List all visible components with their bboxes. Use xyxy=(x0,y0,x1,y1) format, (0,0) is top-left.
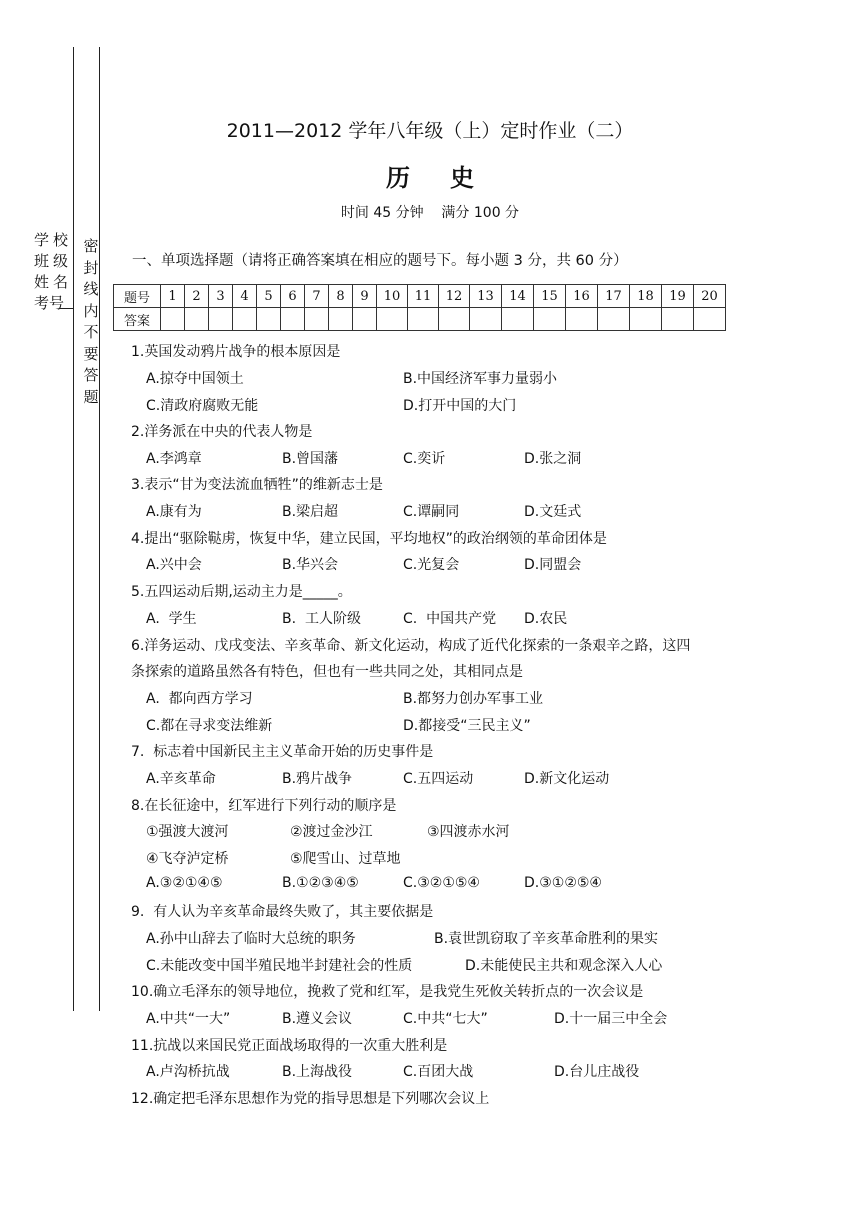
table-cell: 18 xyxy=(630,285,662,308)
table-cell: 11 xyxy=(408,285,439,308)
name-label: 姓名 xyxy=(34,273,73,291)
answer-cell[interactable] xyxy=(233,308,257,331)
question-9-option-c: C.未能改变中国半殖民地半封建社会的性质 xyxy=(146,958,413,974)
question-3-stem: 3.表示“甘为变法流血牺牲”的维新志士是 xyxy=(131,477,383,493)
answer-cell[interactable] xyxy=(353,308,377,331)
question-5-option-b: B. 工人阶级 xyxy=(282,611,361,627)
question-8-event-1: ①强渡大渡河 xyxy=(146,824,229,840)
question-10-option-c: C.中共“七大” xyxy=(403,1011,488,1027)
exam-number-label: 考号 xyxy=(34,294,65,312)
seal-char: 密 xyxy=(83,237,99,255)
answer-row-header: 答案 xyxy=(114,308,161,331)
table-cell: 1 xyxy=(161,285,185,308)
question-7-stem: 7. 标志着中国新民主主义革命开始的历史事件是 xyxy=(131,744,434,760)
question-9-option-d: D.未能使民主共和观念深入人心 xyxy=(465,958,663,974)
question-1-option-c: C.清政府腐败无能 xyxy=(146,398,259,414)
answer-cell[interactable] xyxy=(662,308,694,331)
time-info: 时间 45 分钟 满分 100 分 xyxy=(340,205,520,221)
question-1-option-a: A.掠夺中国领土 xyxy=(146,371,244,387)
seal-char: 题 xyxy=(83,387,99,406)
table-cell: 6 xyxy=(281,285,305,308)
question-4-option-b: B.华兴会 xyxy=(282,557,339,573)
table-cell: 3 xyxy=(209,285,233,308)
question-9-option-b: B.袁世凯窃取了辛亥革命胜利的果实 xyxy=(434,931,659,947)
question-3-option-b: B.梁启超 xyxy=(282,504,339,520)
table-cell: 17 xyxy=(598,285,630,308)
table-cell: 8 xyxy=(329,285,353,308)
question-5-option-d: D.农民 xyxy=(524,611,568,627)
seal-line-notice xyxy=(82,236,100,408)
question-7-option-c: C.五四运动 xyxy=(403,771,474,787)
table-row xyxy=(114,285,726,308)
table-cell: 7 xyxy=(305,285,329,308)
seal-char: 封 xyxy=(83,258,99,277)
question-6-option-a: A. 都向西方学习 xyxy=(146,691,253,707)
question-12-stem: 12.确定把毛泽东思想作为党的指导思想是下列哪次会议上 xyxy=(131,1091,490,1107)
answer-cell[interactable] xyxy=(630,308,662,331)
question-10-option-a: A.中共“一大” xyxy=(146,1011,231,1027)
question-4-stem: 4.提出“驱除鞑虏，恢复中华，建立民国，平均地权”的政治纲领的革命团体是 xyxy=(131,531,607,547)
question-4-option-c: C.光复会 xyxy=(403,557,460,573)
question-8-option-b: B.①②③④⑤ xyxy=(282,875,359,891)
answer-cell[interactable] xyxy=(534,308,566,331)
seal-char: 要 xyxy=(83,344,99,363)
question-11-stem: 11.抗战以来国民党正面战场取得的一次重大胜利是 xyxy=(131,1038,448,1054)
answer-cell[interactable] xyxy=(329,308,353,331)
subject-title: 历史 xyxy=(386,164,514,192)
seal-char: 答 xyxy=(83,366,99,384)
question-2-option-a: A.李鸿章 xyxy=(146,451,202,467)
question-11-option-b: B.上海战役 xyxy=(282,1064,353,1080)
table-cell: 10 xyxy=(377,285,408,308)
question-number-header: 题号 xyxy=(114,285,161,308)
question-11-option-d: D.台儿庄战役 xyxy=(554,1064,640,1080)
question-8-stem: 8.在长征途中，红军进行下列行动的顺序是 xyxy=(131,798,397,814)
question-9-stem: 9. 有人认为辛亥革命最终失败了，其主要依据是 xyxy=(131,904,434,920)
question-4-option-d: D.同盟会 xyxy=(524,557,582,573)
question-8-option-c: C.③②①⑤④ xyxy=(403,875,480,891)
question-1-option-b: B.中国经济军事力量弱小 xyxy=(403,371,558,387)
question-5-option-c: C. 中国共产党 xyxy=(403,611,497,627)
answer-cell[interactable] xyxy=(408,308,439,331)
answer-cell[interactable] xyxy=(439,308,470,331)
question-11-option-c: C.百团大战 xyxy=(403,1064,474,1080)
answer-cell[interactable] xyxy=(257,308,281,331)
answer-cell[interactable] xyxy=(305,308,329,331)
table-cell: 16 xyxy=(566,285,598,308)
question-9-option-a: A.孙中山辞去了临时大总统的职务 xyxy=(146,931,356,947)
class-label: 班级 xyxy=(34,252,73,270)
question-7-option-b: B.鸦片战争 xyxy=(282,771,353,787)
answer-cell[interactable] xyxy=(161,308,185,331)
table-cell: 14 xyxy=(502,285,534,308)
answer-cell[interactable] xyxy=(598,308,630,331)
table-row xyxy=(114,308,726,331)
table-cell: 20 xyxy=(694,285,726,308)
answer-cell[interactable] xyxy=(470,308,502,331)
answer-cell[interactable] xyxy=(281,308,305,331)
answer-cell[interactable] xyxy=(185,308,209,331)
table-cell: 13 xyxy=(470,285,502,308)
question-5-option-a: A. 学生 xyxy=(146,611,197,627)
question-2-option-b: B.曾国藩 xyxy=(282,451,339,467)
question-5-stem: 5.五四运动后期,运动主力是_____。 xyxy=(131,584,352,600)
question-3-option-d: D.文廷式 xyxy=(524,504,582,520)
answer-cell[interactable] xyxy=(209,308,233,331)
question-10-option-d: D.十一届三中全会 xyxy=(554,1011,668,1027)
question-8-event-4: ④飞夺泸定桥 xyxy=(146,851,229,867)
exam-title: 2011—2012 学年八年级（上）定时作业（二） xyxy=(226,120,634,142)
table-cell: 5 xyxy=(257,285,281,308)
question-8-option-d: D.③①②⑤④ xyxy=(524,875,602,891)
question-6-option-b: B.都努力创办军事工业 xyxy=(403,691,544,707)
answer-cell[interactable] xyxy=(694,308,726,331)
question-6-stem: 6.洋务运动、戊戌变法、辛亥革命、新文化运动，构成了近代化探索的一条艰辛之路，这四 xyxy=(131,638,691,654)
section-heading: 一、单项选择题（请将正确答案填在相应的题号下。每小题 3 分，共 60 分） xyxy=(132,253,628,269)
question-11-option-a: A.卢沟桥抗战 xyxy=(146,1064,230,1080)
question-1-option-d: D.打开中国的大门 xyxy=(403,398,517,414)
question-8-event-5: ⑤爬雪山、过草地 xyxy=(290,851,401,867)
question-4-option-a: A.兴中会 xyxy=(146,557,202,573)
question-8-event-2: ②渡过金沙江 xyxy=(290,824,373,840)
question-1-stem: 1.英国发动鸦片战争的根本原因是 xyxy=(131,344,341,360)
table-cell: 12 xyxy=(439,285,470,308)
seal-char: 线 xyxy=(83,280,99,298)
question-8-event-3: ③四渡赤水河 xyxy=(427,824,510,840)
school-label: 学校 xyxy=(34,231,73,249)
question-2-stem: 2.洋务派在中央的代表人物是 xyxy=(131,424,313,440)
table-cell: 2 xyxy=(185,285,209,308)
question-6-option-d: D.都接受“三民主义” xyxy=(403,718,531,734)
question-6-stem-continued: 条探索的道路虽然各有特色，但也有一些共同之处，其相同点是 xyxy=(131,664,523,680)
question-3-option-c: C.谭嗣同 xyxy=(403,504,460,520)
question-6-option-c: C.都在寻求变法维新 xyxy=(146,718,273,734)
question-10-option-b: B.遵义会议 xyxy=(282,1011,353,1027)
seal-char: 内 xyxy=(83,301,99,320)
answer-table xyxy=(113,284,726,331)
question-7-option-d: D.新文化运动 xyxy=(524,771,610,787)
answer-cell[interactable] xyxy=(377,308,408,331)
seal-char: 不 xyxy=(83,323,99,341)
table-cell: 9 xyxy=(353,285,377,308)
question-2-option-c: C.奕䜣 xyxy=(403,451,446,467)
table-cell: 4 xyxy=(233,285,257,308)
table-cell: 15 xyxy=(534,285,566,308)
question-8-option-a: A.③②①④⑤ xyxy=(146,875,223,891)
question-7-option-a: A.辛亥革命 xyxy=(146,771,216,787)
question-10-stem: 10.确立毛泽东的领导地位，挽救了党和红军，是我党生死攸关转折点的一次会议是 xyxy=(131,984,644,1000)
question-3-option-a: A.康有为 xyxy=(146,504,202,520)
answer-cell[interactable] xyxy=(566,308,598,331)
question-2-option-d: D.张之洞 xyxy=(524,451,582,467)
answer-cell[interactable] xyxy=(502,308,534,331)
table-cell: 19 xyxy=(662,285,694,308)
